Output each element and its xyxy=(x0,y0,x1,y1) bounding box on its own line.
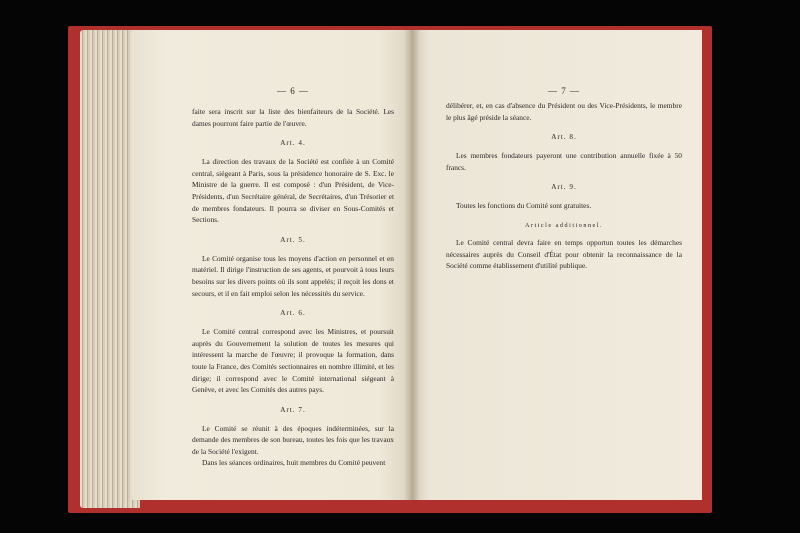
article-7-text-2: Dans les séances ordinaires, huit membres du Comité peuvent xyxy=(202,458,386,468)
article-7-text-1: Le Comité se réunit à des époques indéterminées, sur la demande des membres de son bureau, toutes les fois que les travaux de la Société l'exigent. xyxy=(192,423,394,456)
article-8-text: Les membres fondateurs payeront une contribution annuelle fixée à 50 francs. xyxy=(446,151,682,172)
right-opening-paragraph: délibérer, et, en cas d'absence du Président ou des Vice-Présidents, le membre le plus âgé préside la séance. xyxy=(446,101,682,122)
page-number-right: — 7 — xyxy=(548,86,580,96)
article-9-text: Toutes les fonctions du Comité sont gratuites. xyxy=(456,201,592,211)
right-page xyxy=(412,30,702,500)
article-9-heading: Art. 9. xyxy=(551,183,577,192)
book-gutter xyxy=(404,30,420,500)
left-page xyxy=(132,30,412,500)
page-number-left: — 6 — xyxy=(277,86,309,96)
article-5-heading: Art. 5. xyxy=(280,235,306,244)
article-6-heading: Art. 6. xyxy=(280,309,306,318)
article-6-text: Le Comité central correspond avec les Ministres, et poursuit auprès du Gouvernement la solution de toutes les mesures qui intéressent la marche de l'œuvre; il provoque la formation, dans toute la France, des Comités sectionnaires en nombre illimité, et les dirige; il correspond avec le Comité international siégeant à Genève, et avec les Comités des autres pays. xyxy=(192,327,394,395)
article-7-heading: Art. 7. xyxy=(280,405,306,414)
additional-article-heading: Article additionnel. xyxy=(524,221,604,229)
article-5-text: Le Comité organise tous les moyens d'action en personnel et en matériel. Il dirige l'instruction de ses agents, et pourvoit à tous leurs besoins sur les divers points où ils sont appelés; il reçoit les dons et secours, et il en fait emploi selon les nécessités du service. xyxy=(192,253,394,298)
page-edges xyxy=(80,30,140,508)
additional-article-text: Le Comité central devra faire en temps opportun toutes les démarches nécessaires auprès du Conseil d'État pour obtenir la reconnaissance de la Société comme établissement d'utilité publique. xyxy=(446,237,682,271)
left-opening-paragraph: faite sera inscrit sur la liste des bienfaiteurs de la Société. Les dames pourront faire partie de l'œuvre. xyxy=(192,107,394,128)
article-4-text: La direction des travaux de la Société est confiée à un Comité central, siégeant à Paris, sous la présidence honoraire de S. Exc. le Ministre de la guerre. Il est composé : d'un Président, de Vice-Présidents, d'un Secrétaire général, de Secrétaires, d'un Trésorier et de membres fondateurs. Il pourra se diviser en Sous-Comités et Sections. xyxy=(192,157,394,225)
article-4-heading: Art. 4. xyxy=(280,139,306,148)
article-8-heading: Art. 8. xyxy=(551,133,577,142)
